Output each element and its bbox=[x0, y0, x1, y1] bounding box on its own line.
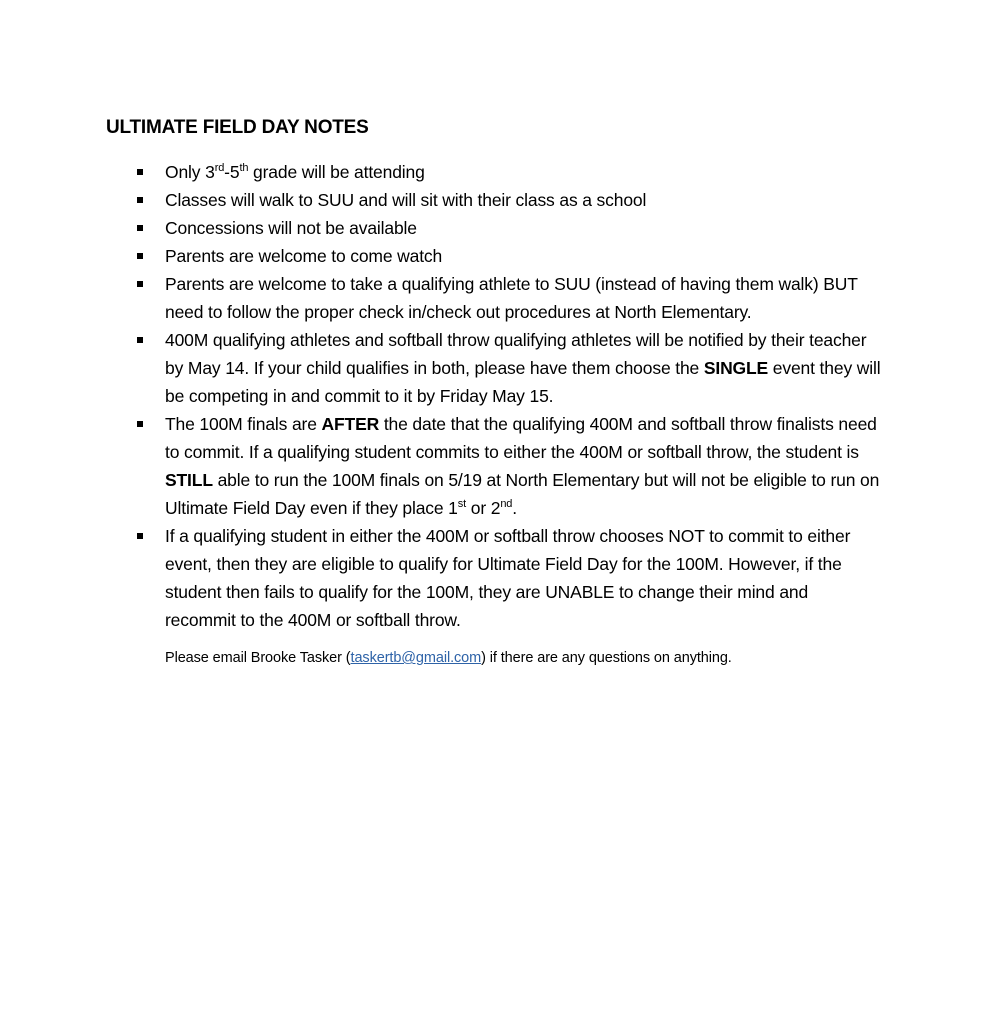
note-text: Concessions will not be available bbox=[165, 218, 417, 238]
note-text: grade will be attending bbox=[248, 162, 425, 182]
note-text: If a qualifying student in either the 400M or softball throw chooses NOT to commit to either event, then they are eligible to qualify for Ultimate Field Day for the 100M. However, if the student then fails to qualify for the 100M, they are UNABLE to change their mind and recommit to the 400M or softball throw. bbox=[165, 526, 851, 630]
note-emphasis: SINGLE bbox=[703, 358, 769, 378]
note-superscript: th bbox=[239, 162, 249, 175]
note-item bbox=[0, 270, 881, 326]
square-bullet-icon bbox=[137, 421, 143, 427]
contact-text: Please email Brooke Tasker ( bbox=[165, 650, 351, 666]
note-item bbox=[0, 158, 881, 186]
note-text: event they will be competing in and commit to it by Friday May 15. bbox=[165, 358, 881, 406]
square-bullet-icon bbox=[137, 197, 143, 203]
square-bullet-icon bbox=[137, 533, 143, 539]
email-link[interactable]: taskertb@gmail.com bbox=[350, 650, 482, 666]
note-item bbox=[0, 522, 881, 634]
note-emphasis: AFTER bbox=[321, 414, 380, 434]
contact-text: ) if there are any questions on anything. bbox=[481, 650, 732, 666]
note-emphasis: STILL bbox=[165, 470, 213, 490]
note-item bbox=[0, 326, 881, 410]
note-item bbox=[0, 410, 881, 522]
notes-list bbox=[0, 158, 881, 634]
note-item bbox=[0, 242, 881, 270]
document-title: ULTIMATE FIELD DAY NOTES bbox=[106, 117, 369, 138]
note-text: Classes will walk to SUU and will sit with their class as a school bbox=[165, 190, 647, 210]
note-item bbox=[0, 186, 881, 214]
note-text: 400M qualifying athletes and softball throw qualifying athletes will be notified by their teacher by May 14. If your child qualifies in both, please have them choose the bbox=[165, 330, 867, 378]
note-text: The 100M finals are bbox=[165, 414, 322, 434]
note-item bbox=[0, 214, 881, 242]
square-bullet-icon bbox=[137, 169, 143, 175]
square-bullet-icon bbox=[137, 281, 143, 287]
note-text: Parents are welcome to take a qualifying athlete to SUU (instead of having them walk) BUT need to follow the proper check in/check out procedures at North Elementary. bbox=[165, 274, 858, 322]
note-superscript: rd bbox=[214, 162, 225, 175]
note-superscript: nd bbox=[500, 498, 513, 511]
note-text: the date that the qualifying 400M and softball throw finalists need to commit. If a qualifying student commits to either the 400M or softball throw, the student is bbox=[165, 414, 877, 462]
square-bullet-icon bbox=[137, 253, 143, 259]
square-bullet-icon bbox=[137, 225, 143, 231]
contact-line bbox=[165, 650, 732, 666]
note-text: . bbox=[512, 498, 517, 518]
square-bullet-icon bbox=[137, 337, 143, 343]
note-text: Only 3 bbox=[165, 162, 215, 182]
note-text: able to run the 100M finals on 5/19 at North Elementary but will not be eligible to run on Ultimate Field Day even if they place 1 bbox=[165, 470, 880, 518]
note-superscript: st bbox=[457, 498, 467, 511]
note-text: -5 bbox=[224, 162, 240, 182]
note-text: Parents are welcome to come watch bbox=[165, 246, 443, 266]
note-text: or 2 bbox=[466, 498, 501, 518]
